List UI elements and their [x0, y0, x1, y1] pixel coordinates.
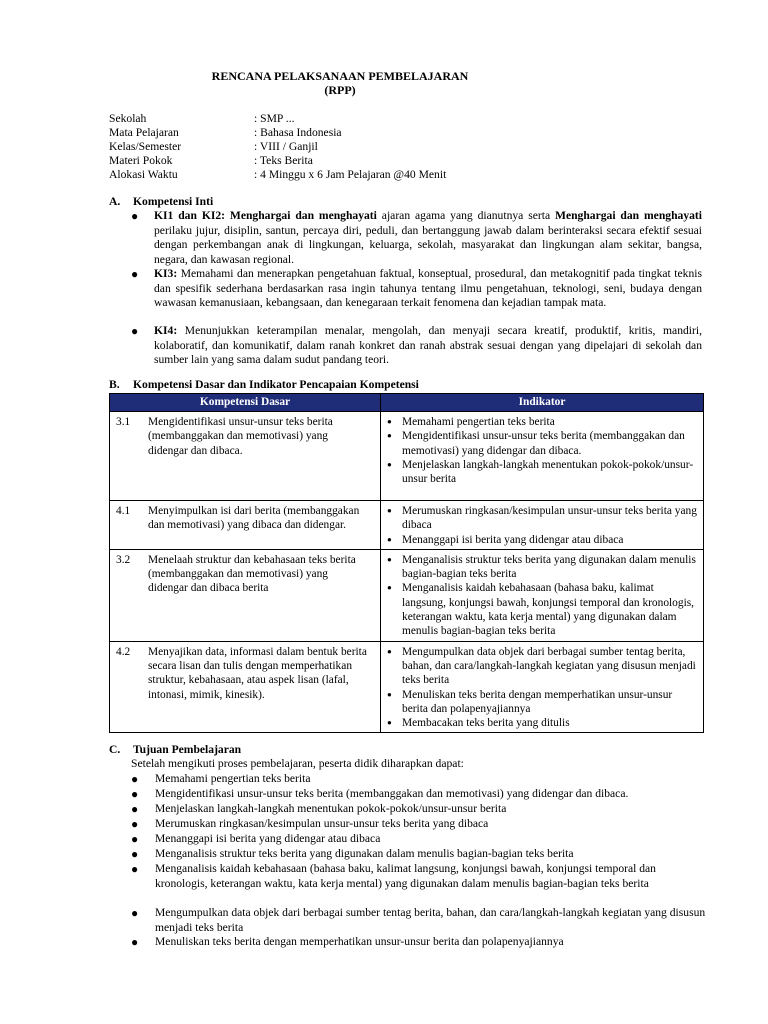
objective-text: Menjelaskan langkah-langkah menentukan pokok-pokok/unsur-unsur berita — [155, 802, 507, 815]
column-header-kd: Kompetensi Dasar — [110, 394, 381, 412]
ki-plain: perilaku jujur, disiplin, santun, percaya diri, peduli, dan bertanggung jawab dalam berinteraksi secara efektif sesuai dengan perkembangan anak di lingkungan, keluarga, sekolah, masyarakat dan lingkungan alam sekitar, bangsa, negara, dan kawasan regional. — [154, 223, 702, 266]
ki-plain: ajaran agama yang dianutnya serta — [376, 209, 555, 222]
bullet-icon: ● — [131, 935, 139, 949]
indicator-item: ● Mengidentifikasi unsur-unsur teks berita (membanggakan dan memotivasi) yang didengar dan dibaca. — [385, 429, 699, 458]
indicator-item: ● Menanggapi isi berita yang didengar atau dibaca — [385, 533, 699, 547]
indicator-item: ● Menganalisis struktur teks berita yang digunakan dalam menulis bagian-bagian teks berita — [385, 553, 699, 582]
objective-text: Menanggapi isi berita yang didengar atau dibaca — [155, 832, 381, 845]
ki-bold: Menghargai dan menghayati — [555, 209, 702, 222]
competency-table — [109, 393, 704, 733]
bullet-icon: ● — [131, 772, 139, 786]
table-row — [110, 501, 704, 550]
objective-text: Mengidentifikasi unsur-unsur teks berita (membanggakan dan memotivasi) yang didengar dan dibaca. — [155, 787, 629, 800]
table-row — [110, 549, 704, 641]
section-title: Kompetensi Dasar dan Indikator Pencapaian Kompetensi — [133, 378, 419, 391]
document-subtitle: (RPP) — [324, 83, 356, 97]
objective-text: Menganalisis kaidah kebahasaan (bahasa baku, kalimat langsung, konjungsi bawah, konjungsi temporal dan kronologis, keterangan waktu, kata kerja mental) yang digunakan dalam menulis bagian-bagian teks berita — [155, 862, 656, 890]
kd-cell — [110, 549, 381, 641]
identity-label: Kelas/Semester — [109, 140, 182, 153]
ki-text — [154, 324, 702, 368]
bullet-icon: ● — [131, 802, 139, 816]
indicator-item: ● Membacakan teks berita yang ditulis — [385, 716, 699, 730]
indicator-item: ● Merumuskan ringkasan/kesimpulan unsur-unsur teks berita yang dibaca — [385, 504, 699, 533]
bullet-icon: ● — [131, 209, 139, 223]
ki-bold: KI4: — [154, 324, 178, 337]
table-header-row — [110, 394, 704, 412]
identity-value: : Bahasa Indonesia — [254, 126, 342, 139]
indicator-list — [385, 553, 699, 639]
indicator-cell — [381, 549, 704, 641]
table-row — [110, 641, 704, 733]
identity-label: Materi Pokok — [109, 154, 173, 167]
kd-text: Menyajikan data, informasi dalam bentuk berita secara lisan dan tulis dengan memperhatikan struktur, kebahasaan, atau aspek lisan (lafal, intonasi, mimik, kinesik). — [148, 645, 367, 701]
identity-value: : SMP ... — [254, 112, 295, 125]
objective-text: Merumuskan ringkasan/kesimpulan unsur-unsur teks berita yang dibaca — [155, 817, 489, 830]
indicator-list — [385, 645, 699, 731]
section-title: Tujuan Pembelajaran — [133, 743, 242, 756]
column-header-indicator: Indikator — [381, 394, 704, 412]
bullet-icon: ● — [131, 787, 139, 801]
bullet-icon: ● — [131, 832, 139, 846]
objective-text: Menganalisis struktur teks berita yang digunakan dalam menulis bagian-bagian teks berita — [155, 847, 574, 860]
section-letter: C. — [109, 743, 121, 756]
indicator-item: ● Menuliskan teks berita dengan memperhatikan unsur-unsur berita dan polapenyajiannya — [385, 688, 699, 717]
indicator-item: ● Mengumpulkan data objek dari berbagai sumber tentag berita, bahan, dan cara/langkah-langkah kegiatan yang disusun menjadi teks berita — [385, 645, 699, 688]
section-title: Kompetensi Inti — [133, 195, 214, 208]
indicator-item: ● Memahami pengertian teks berita — [385, 415, 699, 429]
bullet-icon: ● — [131, 862, 139, 876]
ki-text — [154, 209, 702, 267]
objective-text: Menuliskan teks berita dengan memperhatikan unsur-unsur berita dan polapenyajiannya — [155, 935, 564, 948]
table-row — [110, 412, 704, 501]
indicator-cell — [381, 501, 704, 550]
bullet-icon: ● — [131, 847, 139, 861]
kd-text: Menelaah struktur dan kebahasaan teks berita (membanggakan dan memotivasi) yang didengar dan dibaca berita — [148, 553, 356, 595]
indicator-item: ● Menjelaskan langkah-langkah menentukan pokok-pokok/unsur-unsur berita — [385, 458, 699, 487]
ki-bold: KI3: — [154, 267, 178, 280]
ki-plain: Menunjukkan keterampilan menalar, mengolah, dan menyaji secara kreatif, produktif, kritis, mandiri, kolaboratif, dan komunikatif, dalam ranah konkret dan ranah abstrak sesuai dengan yang dipelajari di sekolah dan sumber lain yang sama dalam sudut pandang teori. — [154, 324, 702, 367]
identity-value: : VIII / Ganjil — [254, 140, 318, 153]
kd-cell — [110, 412, 381, 501]
kd-number: 3.1 — [116, 416, 131, 428]
ki-text — [154, 267, 702, 311]
document-title: RENCANA PELAKSANAAN PEMBELAJARAN — [211, 69, 469, 83]
objective-text: Mengumpulkan data objek dari berbagai sumber tentag berita, bahan, dan cara/langkah-langkah kegiatan yang disusun menjadi teks berita — [155, 906, 706, 934]
kd-number: 4.2 — [116, 645, 131, 658]
indicator-item: ● Menganalisis kaidah kebahasaan (bahasa baku, kalimat langsung, konjungsi bawah, konjungsi temporal dan kronologis, keterangan waktu, kata kerja mental) yang digunakan dalam menulis bagian-bagian teks berita — [385, 581, 699, 638]
ki-bold: KI1 dan KI2: Menghargai dan menghayati — [154, 209, 377, 222]
kd-cell — [110, 501, 381, 550]
objective-text: Memahami pengertian teks berita — [155, 772, 311, 785]
section-letter: A. — [109, 195, 121, 208]
identity-label: Mata Pelajaran — [109, 126, 179, 139]
kd-number: 4.1 — [116, 505, 131, 517]
bullet-icon: ● — [131, 267, 139, 281]
ki-plain: Memahami dan menerapkan pengetahuan faktual, konseptual, prosedural, dan metakognitif pada tingkat teknis dan spesifik sederhana berdasarkan rasa ingin tahunya tentang ilmu pengetahuan, teknologi, seni, budaya dengan wawasan kemanusiaan, kebangsaan, dan kenegaraan terkait fenomena dan kejadian tampak mata. — [154, 267, 702, 310]
indicator-cell — [381, 641, 704, 733]
objectives-intro: Setelah mengikuti proses pembelajaran, peserta didik diharapkan dapat: — [131, 757, 464, 770]
indicator-cell — [381, 412, 704, 501]
indicator-list — [385, 415, 699, 486]
identity-value: : Teks Berita — [254, 154, 313, 167]
identity-label: Sekolah — [109, 112, 147, 125]
bullet-icon: ● — [131, 817, 139, 831]
indicator-list — [385, 504, 699, 547]
identity-label: Alokasi Waktu — [109, 168, 178, 181]
bullet-icon: ● — [131, 324, 139, 338]
bullet-icon: ● — [131, 906, 139, 920]
identity-value: : 4 Minggu x 6 Jam Pelajaran @40 Menit — [254, 168, 447, 181]
kd-text: Menyimpulkan isi dari berita (membanggakan dan memotivasi) yang dibaca dan didengar. — [148, 505, 360, 532]
kd-text: Mengidentifikasi unsur-unsur teks berita (membanggakan dan memotivasi) yang didengar dan dibaca. — [148, 416, 333, 457]
section-letter: B. — [109, 378, 120, 391]
kd-number: 3.2 — [116, 553, 131, 566]
kd-cell — [110, 641, 381, 733]
